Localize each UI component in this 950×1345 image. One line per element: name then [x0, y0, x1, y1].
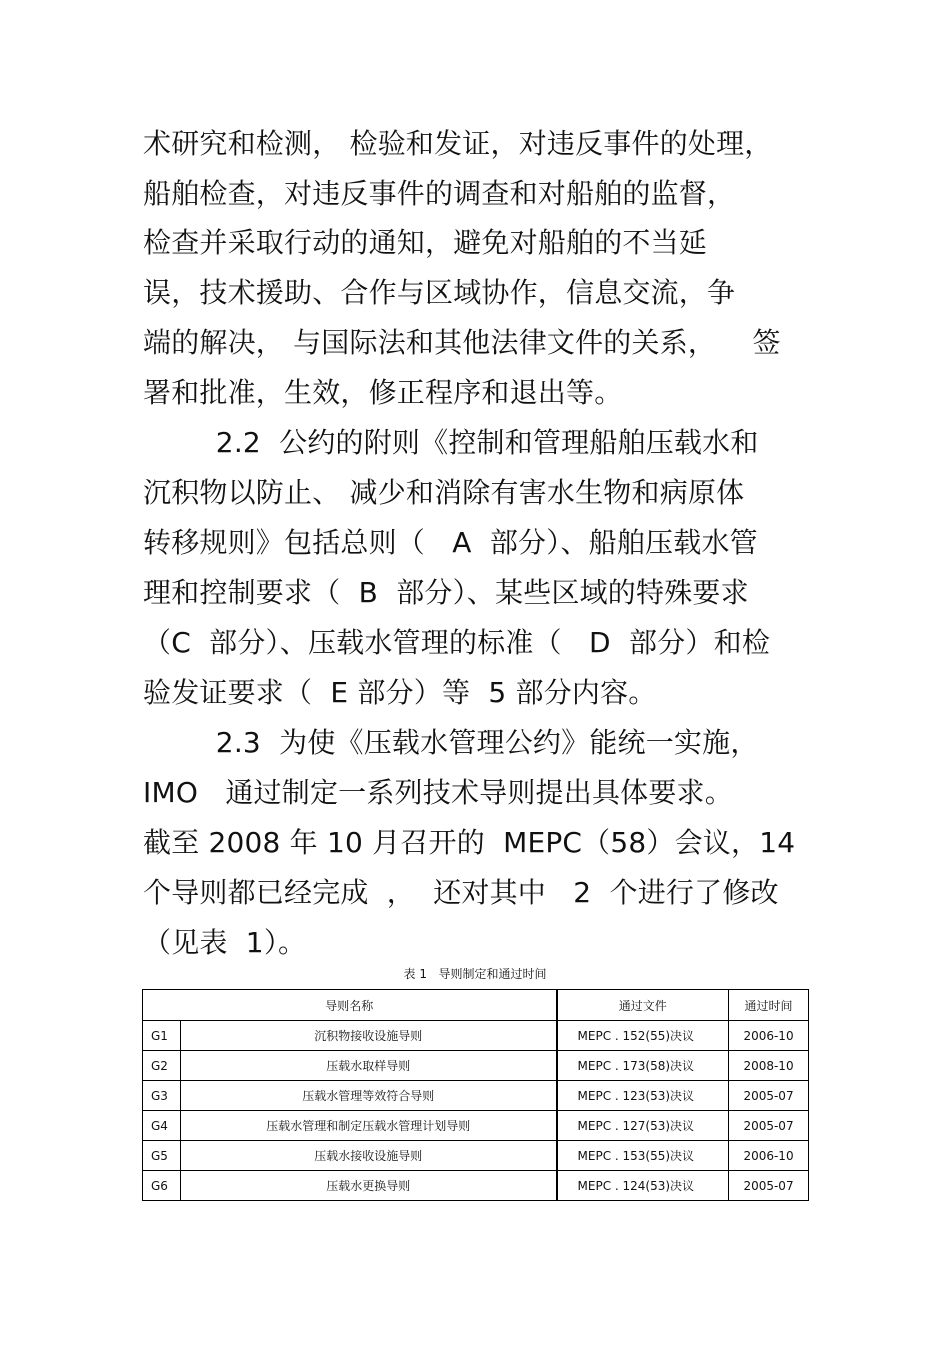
adoption-date: 2006-10 — [729, 1021, 809, 1051]
adopting-document: MEPC . 127(53)决议 — [557, 1111, 729, 1141]
header-adoption-date: 通过时间 — [729, 990, 809, 1021]
adopting-document: MEPC . 153(55)决议 — [557, 1141, 729, 1171]
text-line: 沉积物以防止、 减少和消除有害水生物和病原体 — [143, 476, 745, 509]
guideline-name: 压载水管理和制定压载水管理计划导则 — [181, 1111, 557, 1141]
guideline-code: G3 — [143, 1081, 181, 1111]
table-row — [143, 1111, 809, 1141]
table-row — [143, 1081, 809, 1111]
text-line: 术研究和检测， 检验和发证，对违反事件的处理， — [143, 127, 773, 160]
adopting-document: MEPC . 173(58)决议 — [557, 1051, 729, 1081]
text-line: 船舶检查，对违反事件的调查和对船舶的监督， — [143, 177, 736, 210]
header-adopting-document: 通过文件 — [557, 990, 729, 1021]
table-row — [143, 1141, 809, 1171]
guideline-name: 压载水取样导则 — [181, 1051, 557, 1081]
adoption-date: 2008-10 — [729, 1051, 809, 1081]
table-row — [143, 1021, 809, 1051]
text-line: 2.2 公约的附则《控制和管理船舶压载水和 — [143, 426, 759, 459]
text-line: IMO 通过制定一系列技术导则提出具体要求。 — [143, 776, 733, 809]
text-line: 检查并采取行动的通知，避免对船舶的不当延 — [143, 226, 708, 259]
adopting-document: MEPC . 124(53)决议 — [557, 1171, 729, 1201]
text-line: 个导则都已经完成 ， 还对其中 2 个进行了修改 — [143, 876, 779, 909]
adoption-date: 2005-07 — [729, 1081, 809, 1111]
text-line: 2.3 为使《压载水管理公约》能统一实施， — [143, 726, 759, 759]
text-line: （C 部分）、压载水管理的标准（ D 部分）和检 — [143, 626, 771, 659]
text-line: 端的解决， 与国际法和其他法律文件的关系， 签 — [143, 326, 781, 359]
guideline-code: G1 — [143, 1021, 181, 1051]
guideline-code: G5 — [143, 1141, 181, 1171]
guideline-name: 压载水更换导则 — [181, 1171, 557, 1201]
text-line: 理和控制要求（ B 部分）、某些区域的特殊要求 — [143, 576, 749, 609]
guideline-name: 压载水管理等效符合导则 — [181, 1081, 557, 1111]
text-line: 署和批准，生效，修正程序和退出等。 — [143, 376, 623, 409]
guideline-name: 压载水接收设施导则 — [181, 1141, 557, 1171]
guidelines-table — [142, 989, 809, 1201]
text-line: 验发证要求（ E 部分）等 5 部分内容。 — [143, 676, 657, 709]
text-line: 截至 2008 年 10 月召开的 MEPC（58）会议，14 — [143, 826, 796, 859]
text-line: 误，技术援助、合作与区域协作，信息交流，争 — [143, 276, 736, 309]
adoption-date: 2005-07 — [729, 1111, 809, 1141]
adopting-document: MEPC . 152(55)决议 — [557, 1021, 729, 1051]
table-caption: 表 1 导则制定和通过时间 — [403, 967, 547, 981]
header-guideline-name: 导则名称 — [143, 990, 557, 1021]
adoption-date: 2006-10 — [729, 1141, 809, 1171]
text-line: 转移规则》包括总则（ A 部分）、船舶压载水管 — [143, 526, 758, 559]
adopting-document: MEPC . 123(53)决议 — [557, 1081, 729, 1111]
guideline-code: G6 — [143, 1171, 181, 1201]
table-row — [143, 1171, 809, 1201]
table-row — [143, 1051, 809, 1081]
guideline-name: 沉积物接收设施导则 — [181, 1021, 557, 1051]
text-line: （见表 1）。 — [143, 926, 307, 959]
guideline-code: G4 — [143, 1111, 181, 1141]
adoption-date: 2005-07 — [729, 1171, 809, 1201]
table-header-row — [143, 990, 809, 1021]
guideline-code: G2 — [143, 1051, 181, 1081]
